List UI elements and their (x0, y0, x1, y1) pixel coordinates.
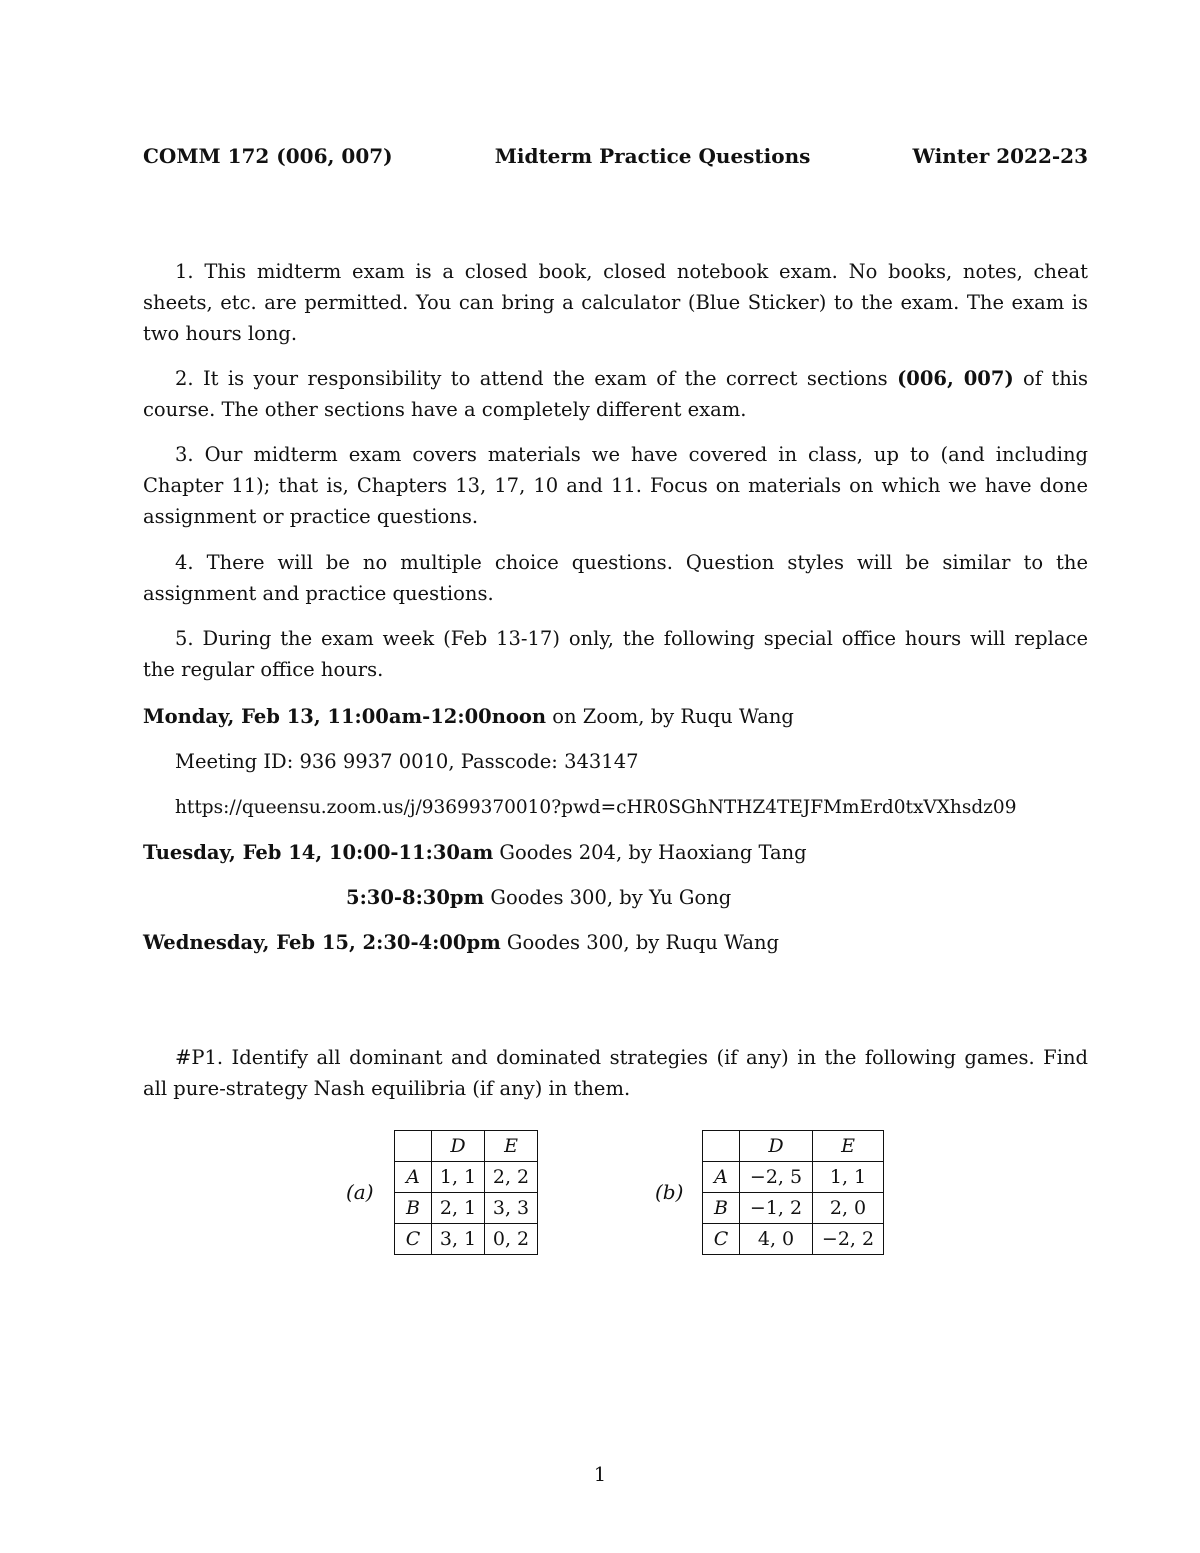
payoff-cell: 2, 0 (813, 1193, 884, 1224)
game-a-table (394, 1130, 538, 1255)
payoff-cell: 2, 1 (432, 1193, 485, 1224)
payoff-cell: 1, 1 (813, 1162, 884, 1193)
page-number: 1 (593, 1463, 607, 1486)
payoff-cell: −1, 2 (740, 1193, 813, 1224)
row-label: A (703, 1162, 740, 1193)
payoff-cell: 4, 0 (740, 1224, 813, 1255)
payoff-cell: −2, 5 (740, 1162, 813, 1193)
row-label: B (703, 1193, 740, 1224)
corner-cell (703, 1131, 740, 1162)
column-header: D (432, 1131, 485, 1162)
zoom-link[interactable]: https://queensu.zoom.us/j/93699370010?pwd=cHR0SGhNTHZ4TEJFMmErd0txVXhsdz09 (175, 797, 1017, 818)
payoff-cell: −2, 2 (813, 1224, 884, 1255)
payoff-cell: 0, 2 (485, 1224, 538, 1255)
instruction-1: 1. This midterm exam is a closed book, closed notebook exam. No books, notes, cheat sheets, etc. are permitted. You can bring a calculator (Blue Sticker) to the exam. The exam is two hours long. (143, 260, 1088, 345)
instruction-5: 5. During the exam week (Feb 13-17) only, the following special office hours will replace the regular office hours. (143, 627, 1088, 681)
row-label: C (703, 1224, 740, 1255)
office-hours-wednesday: Wednesday, Feb 15, 2:30-4:00pm Goodes 300, by Ruqu Wang (143, 931, 780, 954)
course-code: COMM 172 (006, 007) (143, 144, 393, 168)
column-header: E (813, 1131, 884, 1162)
page-header (143, 144, 1088, 168)
instruction-4: 4. There will be no multiple choice questions. Question styles will be similar to the assignment and practice questions. (143, 551, 1088, 605)
instruction-2: 2. It is your responsibility to attend the exam of the correct sections (006, 007) of this course. The other sections have a completely different exam. (143, 367, 1088, 421)
row-label: B (395, 1193, 432, 1224)
game-b-label: (b) (655, 1180, 684, 1204)
problem-p1: #P1. Identify all dominant and dominated strategies (if any) in the following games. Find all pure-strategy Nash equilibria (if any) in them. (143, 1046, 1088, 1100)
row-label: A (395, 1162, 432, 1193)
column-header: E (485, 1131, 538, 1162)
instruction-3: 3. Our midterm exam covers materials we have covered in class, up to (and including Chapter 11); that is, Chapters 13, 17, 10 and 11. Focus on materials on which we have done assignment or practice questions. (143, 443, 1088, 528)
corner-cell (395, 1131, 432, 1162)
game-a-label: (a) (346, 1180, 374, 1204)
column-header: D (740, 1131, 813, 1162)
office-hours-tuesday: Tuesday, Feb 14, 10:00-11:30am Goodes 204, by Haoxiang Tang (143, 841, 807, 864)
office-hours-tuesday-evening: 5:30-8:30pm Goodes 300, by Yu Gong (346, 886, 732, 909)
game-b-table (702, 1130, 884, 1255)
payoff-cell: 3, 3 (485, 1193, 538, 1224)
row-label: C (395, 1224, 432, 1255)
payoff-cell: 3, 1 (432, 1224, 485, 1255)
payoff-cell: 1, 1 (432, 1162, 485, 1193)
office-hours-monday: Monday, Feb 13, 11:00am-12:00noon on Zoom, by Ruqu Wang (143, 705, 794, 728)
document-title: Midterm Practice Questions (494, 144, 811, 168)
payoff-cell: 2, 2 (485, 1162, 538, 1193)
term: Winter 2022-23 (912, 144, 1088, 168)
zoom-meeting-info: Meeting ID: 936 9937 0010, Passcode: 343147 (175, 750, 639, 773)
